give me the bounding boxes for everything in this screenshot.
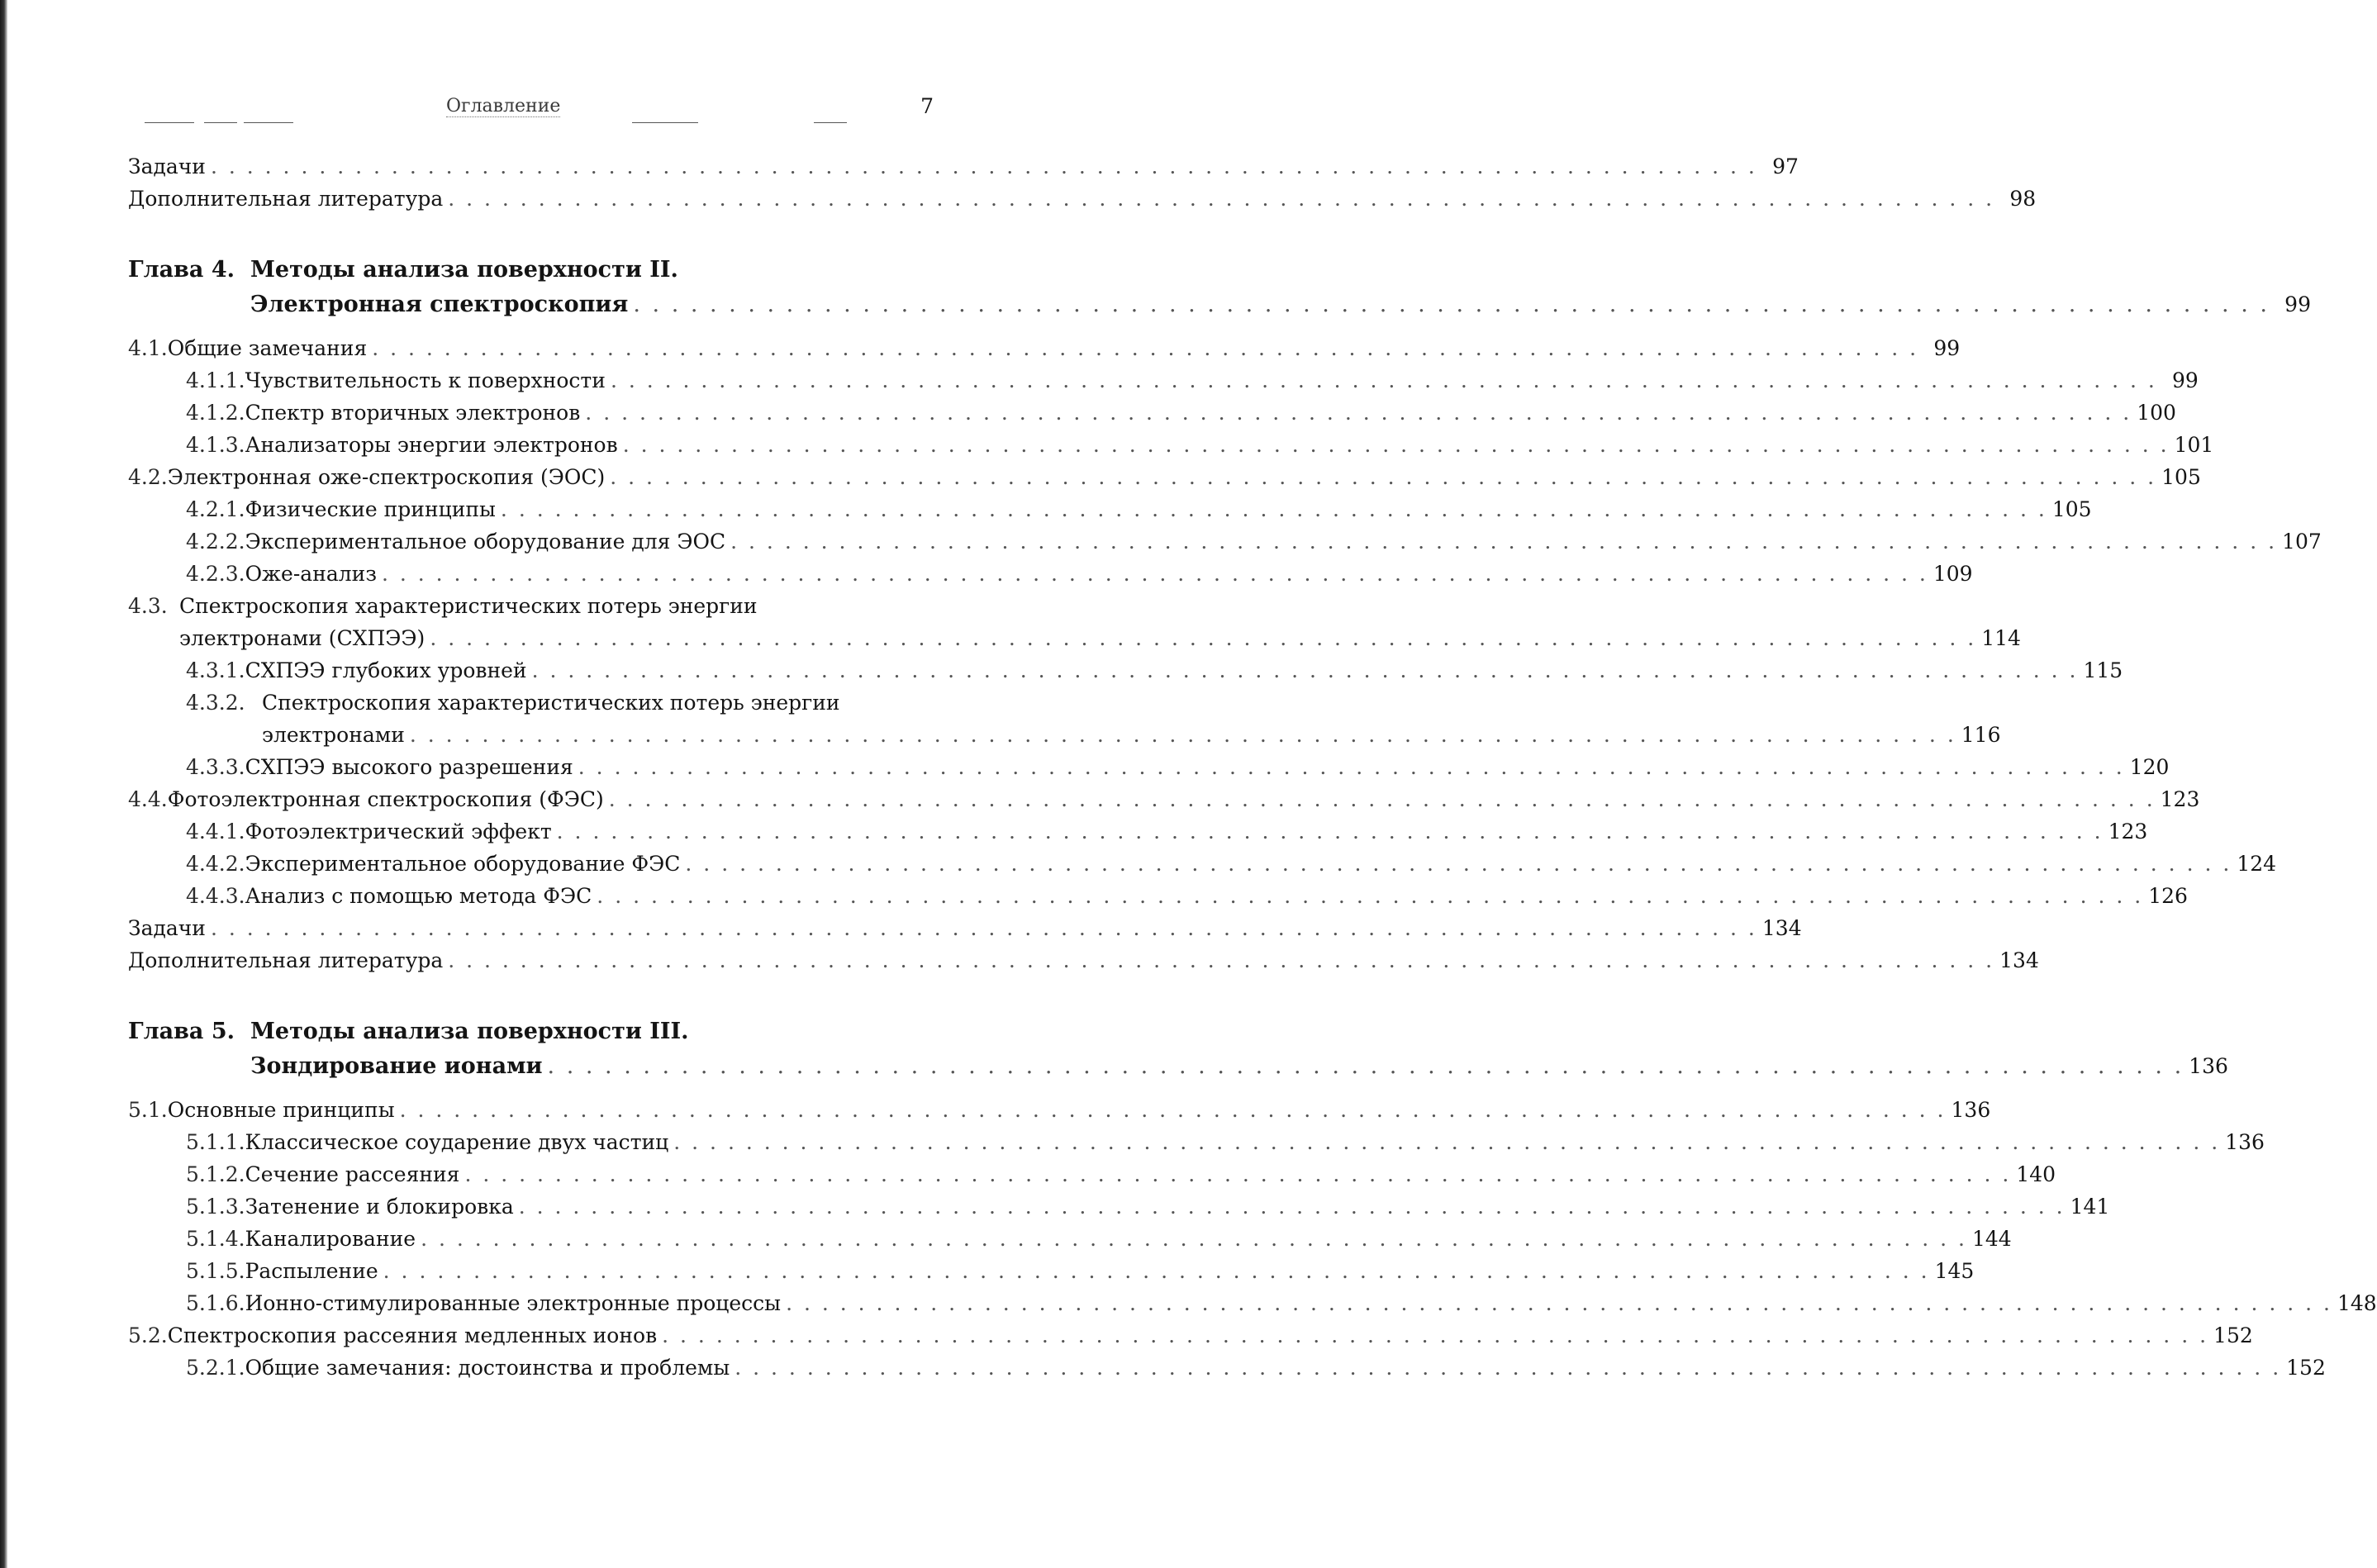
dot-leader xyxy=(673,1126,2220,1158)
entry-title: Спектроскопия характеристических потерь энергии xyxy=(179,594,758,618)
entry-title: Основные принципы xyxy=(167,1098,395,1122)
dot-leader xyxy=(211,150,1757,183)
page-ref: 152 xyxy=(2286,1356,2326,1380)
subsection-number: 4.1.1. xyxy=(186,368,245,392)
dot-leader xyxy=(410,719,1956,751)
dot-leader xyxy=(609,783,2156,815)
entry-title: Ионно-стимулированные электронные процессы xyxy=(245,1291,782,1315)
toc-entry xyxy=(128,944,2039,976)
page-ref: 105 xyxy=(2161,465,2201,489)
page-ref: 124 xyxy=(2237,852,2277,876)
page-ref: 148 xyxy=(2337,1291,2377,1315)
dot-leader xyxy=(382,558,1928,590)
page-ref: 99 xyxy=(2172,368,2199,392)
subsection-number: 4.3.3. xyxy=(186,755,245,779)
toc-entry xyxy=(128,525,2322,558)
dot-leader xyxy=(585,397,2132,429)
toc-entry xyxy=(128,1352,2326,1384)
subsection-number: 5.1.3. xyxy=(186,1195,245,1219)
dot-leader xyxy=(730,525,2277,558)
subsection-number: 4.2.2. xyxy=(186,530,245,554)
dot-leader xyxy=(662,1319,2208,1352)
page-ref: 126 xyxy=(2148,884,2188,908)
page-ref: 134 xyxy=(1761,916,1802,940)
dot-leader xyxy=(448,183,1994,215)
entry-title: Каналирование xyxy=(245,1227,416,1251)
header-rule xyxy=(632,122,698,123)
page-ref: 98 xyxy=(2009,187,2037,211)
chapter-subtitle-line xyxy=(128,1049,2228,1084)
toc-entry xyxy=(128,1126,2265,1158)
page-ref: 136 xyxy=(2189,1054,2228,1078)
dot-leader xyxy=(578,751,2125,783)
entry-title: Распыление xyxy=(245,1259,378,1283)
page-number: 7 xyxy=(920,94,934,118)
toc-entry xyxy=(128,1158,2056,1190)
entry-title: Спектроскопия характеристических потерь энергии xyxy=(262,691,840,715)
toc-entry xyxy=(128,397,2176,429)
page-ref: 152 xyxy=(2213,1323,2253,1347)
entry-title: Задачи xyxy=(128,916,206,940)
header-rule xyxy=(204,122,237,123)
entry-title: Затенение и блокировка xyxy=(245,1195,514,1219)
dot-leader xyxy=(734,1352,2281,1384)
page-ref: 140 xyxy=(2016,1162,2056,1186)
entry-title: Фотоэлектронная спектроскопия (ФЭС) xyxy=(167,787,604,811)
header-rule xyxy=(244,122,293,123)
page-ref: 107 xyxy=(2282,530,2322,554)
toc-entry xyxy=(128,1223,2012,1255)
subsection-number: 4.2.1. xyxy=(186,497,245,521)
running-head xyxy=(145,91,934,124)
toc-entry-continuation xyxy=(128,719,2001,751)
dot-leader xyxy=(448,944,1994,976)
toc-entry xyxy=(128,751,2170,783)
subsection-number: 4.3.2. xyxy=(186,691,245,715)
page-edge-shadow xyxy=(0,0,7,1568)
page-ref: 99 xyxy=(2284,292,2311,316)
entry-title: Электронная оже-спектроскопия (ЭОС) xyxy=(167,465,606,489)
entry-title: Общие замечания: достоинства и проблемы xyxy=(245,1356,730,1380)
chapter-subtitle: Зондирование ионами xyxy=(250,1053,543,1079)
page-ref: 134 xyxy=(1999,948,2039,972)
page-ref: 144 xyxy=(1972,1227,2012,1251)
toc-entry xyxy=(128,880,2188,912)
dot-leader xyxy=(685,848,2232,880)
entry-title: Анализ с помощью метода ФЭС xyxy=(245,884,592,908)
subsection-number: 4.4.3. xyxy=(186,884,245,908)
toc-entry xyxy=(128,815,2148,848)
dot-leader xyxy=(532,654,2079,687)
toc-entry-continuation xyxy=(128,622,2021,654)
toc-entry xyxy=(128,1255,1975,1287)
subsection-number: 5.2.1. xyxy=(186,1356,245,1380)
entry-title: Анализаторы энергии электронов xyxy=(245,433,618,457)
entry-title: Сечение рассеяния xyxy=(245,1162,460,1186)
chapter-label: Глава 4. xyxy=(128,257,235,283)
entry-title: Общие замечания xyxy=(167,336,368,360)
toc-entry xyxy=(128,1287,2377,1319)
subsection-number: 4.1.3. xyxy=(186,433,245,457)
page-ref: 123 xyxy=(2108,820,2148,843)
dot-leader xyxy=(383,1255,1930,1287)
page-ref: 100 xyxy=(2137,401,2176,425)
dot-leader xyxy=(421,1223,1967,1255)
page-ref: 141 xyxy=(2070,1195,2110,1219)
page-ref: 114 xyxy=(1981,626,2021,650)
entry-title: Экспериментальное оборудование для ЭОС xyxy=(245,530,726,554)
toc-entry xyxy=(128,558,1973,590)
section-number: 5.1. xyxy=(128,1098,168,1122)
page-ref: 105 xyxy=(2051,497,2092,521)
subsection-number: 4.3.1. xyxy=(186,658,245,682)
entry-title: Оже-анализ xyxy=(245,562,377,586)
table-of-contents xyxy=(128,150,2377,1384)
entry-title: Дополнительная литература xyxy=(128,948,444,972)
toc-entry xyxy=(128,687,934,719)
entry-title: Чувствительность к поверхности xyxy=(245,368,606,392)
dot-leader xyxy=(519,1190,2066,1223)
header-rule xyxy=(145,122,194,123)
toc-entry xyxy=(128,912,1802,944)
toc-entry xyxy=(128,1319,2253,1352)
entry-title: Физические принципы xyxy=(245,497,496,521)
dot-leader xyxy=(548,1049,2184,1084)
entry-title-continued: электронами xyxy=(262,723,405,747)
spacer xyxy=(128,1084,934,1094)
section-number: 4.4. xyxy=(128,787,168,811)
toc-entry xyxy=(128,1190,2110,1223)
section-number: 4.1. xyxy=(128,336,168,360)
subsection-number: 4.4.2. xyxy=(186,852,245,876)
chapter-title-line xyxy=(128,253,934,287)
chapter-subtitle-line xyxy=(128,287,2311,322)
section-number: 5.2. xyxy=(128,1323,168,1347)
dot-leader xyxy=(623,429,2170,461)
dot-leader xyxy=(400,1094,1947,1126)
chapter-heading xyxy=(128,1014,2228,1084)
toc-entry xyxy=(128,461,2201,493)
dot-leader xyxy=(501,493,2047,525)
running-title: Оглавление xyxy=(446,96,561,116)
subsection-number: 4.1.2. xyxy=(186,401,245,425)
toc-entry xyxy=(128,183,2037,215)
entry-title: Спектроскопия рассеяния медленных ионов xyxy=(167,1323,658,1347)
page-ref: 136 xyxy=(2225,1130,2265,1154)
chapter-subtitle: Электронная спектроскопия xyxy=(250,292,629,317)
entry-title: СХПЭЭ высокого разрешения xyxy=(245,755,573,779)
section-number: 4.3. xyxy=(128,594,168,618)
toc-entry xyxy=(128,590,934,622)
entry-title: Задачи xyxy=(128,154,206,178)
entry-title: Спектр вторичных электронов xyxy=(245,401,581,425)
page-ref: 97 xyxy=(1772,154,1799,178)
entry-title: Дополнительная литература xyxy=(128,187,444,211)
page-ref: 136 xyxy=(1951,1098,1991,1122)
toc-entry xyxy=(128,493,2092,525)
page-ref: 101 xyxy=(2174,433,2214,457)
entry-title: СХПЭЭ глубоких уровней xyxy=(245,658,527,682)
page-ref: 123 xyxy=(2160,787,2200,811)
toc-entry xyxy=(128,364,2199,397)
dot-leader xyxy=(611,364,2157,397)
chapter-heading xyxy=(128,253,2311,322)
entry-title: Классическое соударение двух частиц xyxy=(245,1130,669,1154)
toc-entry xyxy=(128,1094,1991,1126)
toc-entry xyxy=(128,429,2214,461)
chapter-title: Методы анализа поверхности II. xyxy=(250,257,678,283)
dot-leader xyxy=(464,1158,2011,1190)
subsection-number: 4.2.3. xyxy=(186,562,245,586)
section-number: 4.2. xyxy=(128,465,168,489)
dot-leader xyxy=(610,461,2156,493)
subsection-number: 5.1.4. xyxy=(186,1227,245,1251)
page-ref: 109 xyxy=(1933,562,1973,586)
subsection-number: 5.1.1. xyxy=(186,1130,245,1154)
entry-title: Экспериментальное оборудование ФЭС xyxy=(245,852,681,876)
toc-entry xyxy=(128,783,2200,815)
entry-title-continued: электронами (СХПЭЭ) xyxy=(179,626,425,650)
dot-leader xyxy=(557,815,2104,848)
dot-leader xyxy=(430,622,1976,654)
toc-entry xyxy=(128,150,1799,183)
page-ref: 120 xyxy=(2129,755,2170,779)
dot-leader xyxy=(633,287,2270,322)
chapter-title: Методы анализа поверхности III. xyxy=(250,1019,689,1044)
dot-leader xyxy=(597,880,2143,912)
subsection-number: 5.1.2. xyxy=(186,1162,245,1186)
chapter-title-line xyxy=(128,1014,934,1049)
subsection-number: 5.1.5. xyxy=(186,1259,245,1283)
dot-leader xyxy=(786,1287,2332,1319)
page-ref: 99 xyxy=(1933,336,1961,360)
page-ref: 116 xyxy=(1961,723,2001,747)
spacer xyxy=(128,322,934,332)
dot-leader xyxy=(211,912,1757,944)
entry-title: Фотоэлектрический эффект xyxy=(245,820,552,843)
page-ref: 145 xyxy=(1934,1259,1975,1283)
page-ref: 115 xyxy=(2083,658,2123,682)
toc-entry xyxy=(128,654,2123,687)
dot-leader xyxy=(372,332,1918,364)
toc-entry xyxy=(128,332,1961,364)
header-rule xyxy=(814,122,847,123)
subsection-number: 4.4.1. xyxy=(186,820,245,843)
chapter-label: Глава 5. xyxy=(128,1019,235,1044)
toc-entry xyxy=(128,848,2277,880)
subsection-number: 5.1.6. xyxy=(186,1291,245,1315)
